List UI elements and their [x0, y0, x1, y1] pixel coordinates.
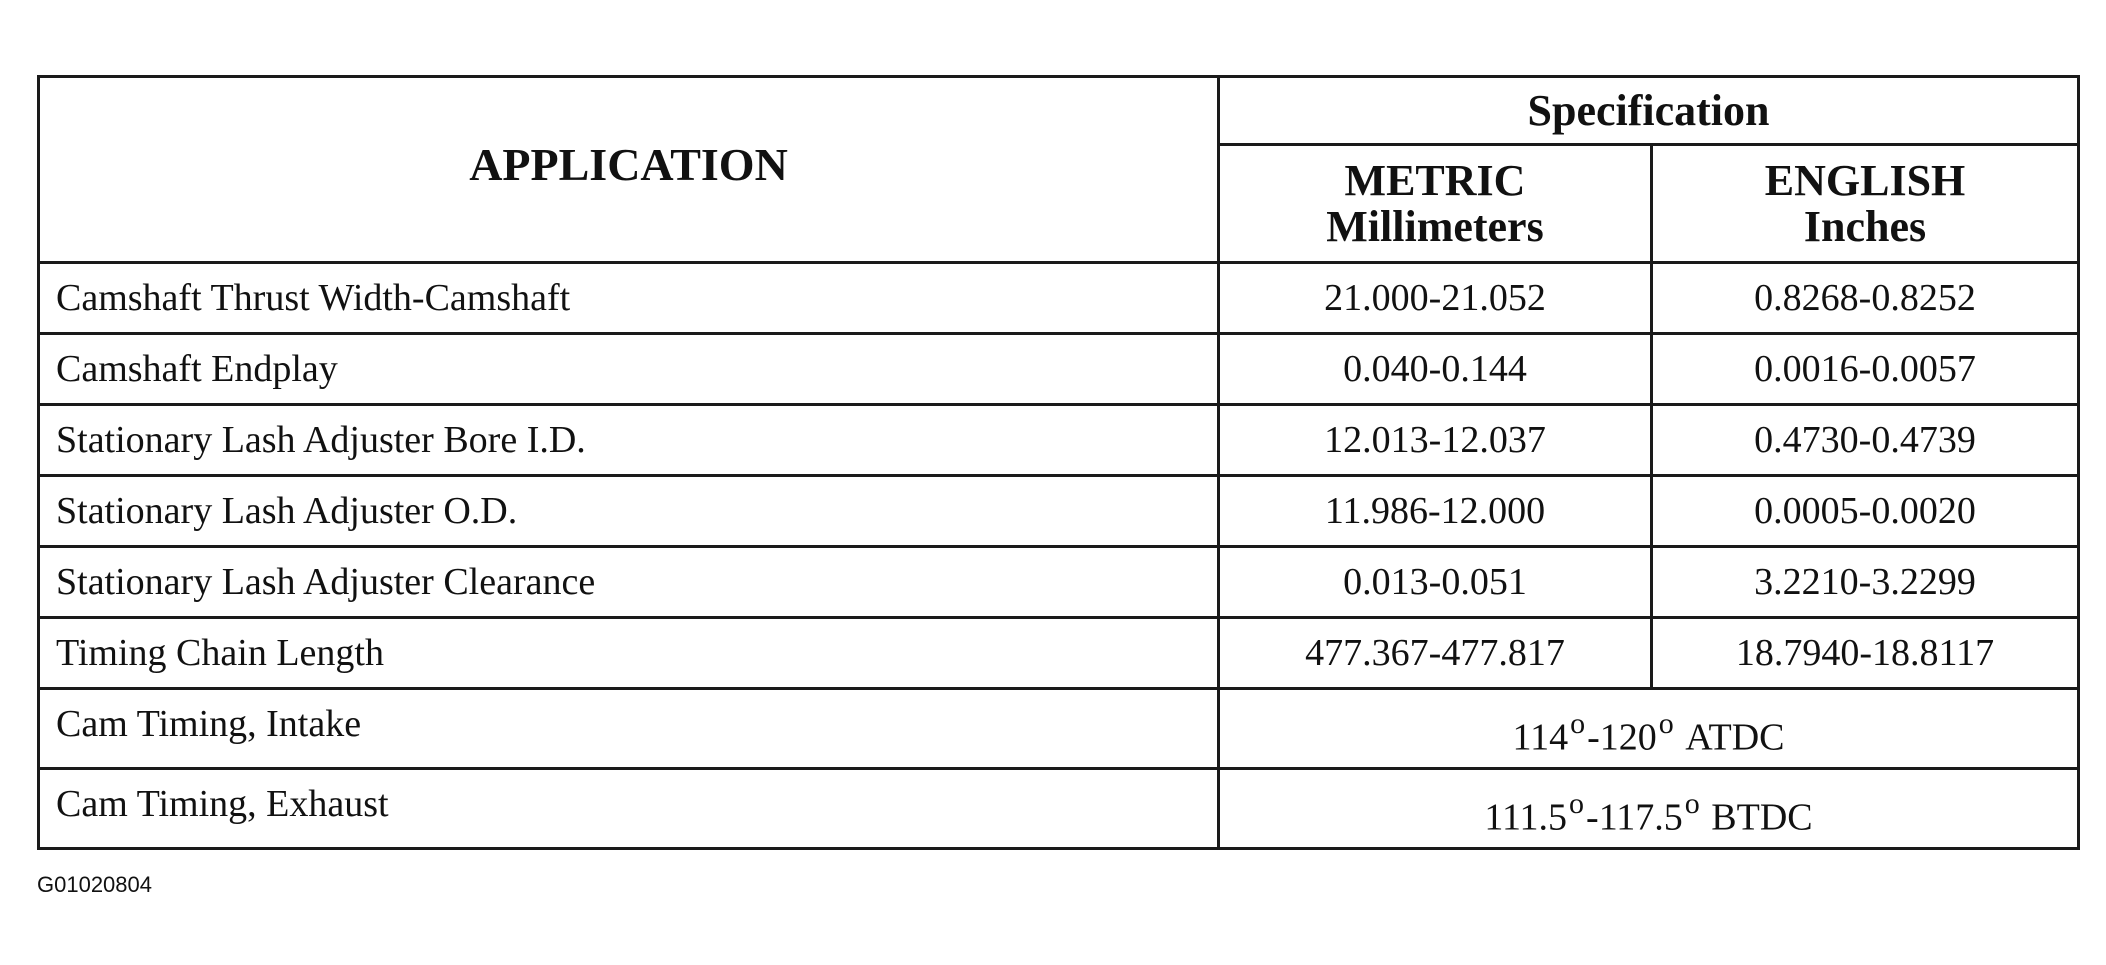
timing-to: -120 — [1587, 716, 1657, 759]
application-cell: Stationary Lash Adjuster Clearance — [39, 547, 1219, 618]
english-cell: 0.4730-0.4739 — [1652, 405, 2079, 476]
metric-cell: 0.040-0.144 — [1219, 334, 1652, 405]
metric-header-title: METRIC — [1344, 155, 1526, 205]
application-cell: Camshaft Thrust Width-Camshaft — [39, 263, 1219, 334]
english-header-title: ENGLISH — [1764, 155, 1966, 205]
english-cell: 0.0016-0.0057 — [1652, 334, 2079, 405]
metric-header — [1219, 145, 1652, 263]
cam-timing-exhaust-cell — [1219, 769, 2079, 849]
metric-cell: 477.367-477.817 — [1219, 618, 1652, 689]
table-row — [39, 405, 2079, 476]
metric-cell: 12.013-12.037 — [1219, 405, 1652, 476]
specification-header: Specification — [1219, 77, 2079, 145]
metric-cell: 0.013-0.051 — [1219, 547, 1652, 618]
header-row-1 — [39, 77, 2079, 145]
cam-timing-intake-cell — [1219, 689, 2079, 769]
timing-suffix: BTDC — [1711, 796, 1813, 839]
degree-icon: o — [1684, 787, 1700, 821]
application-cell: Timing Chain Length — [39, 618, 1219, 689]
table-row — [39, 334, 2079, 405]
metric-cell: 21.000-21.052 — [1219, 263, 1652, 334]
application-cell: Stationary Lash Adjuster Bore I.D. — [39, 405, 1219, 476]
application-cell: Cam Timing, Exhaust — [39, 769, 1219, 849]
degree-icon: o — [1569, 787, 1585, 821]
table-row — [39, 476, 2079, 547]
application-cell: Stationary Lash Adjuster O.D. — [39, 476, 1219, 547]
application-header: APPLICATION — [39, 77, 1219, 263]
english-cell: 3.2210-3.2299 — [1652, 547, 2079, 618]
table-row — [39, 618, 2079, 689]
english-cell: 0.8268-0.8252 — [1652, 263, 2079, 334]
timing-to: -117.5 — [1586, 796, 1683, 839]
degree-icon: o — [1570, 707, 1586, 741]
degree-icon: o — [1658, 707, 1674, 741]
specification-table — [37, 75, 2080, 850]
metric-cell: 11.986-12.000 — [1219, 476, 1652, 547]
english-header — [1652, 145, 2079, 263]
timing-from: 114 — [1512, 716, 1569, 759]
english-cell: 0.0005-0.0020 — [1652, 476, 2079, 547]
metric-header-unit: Millimeters — [1326, 201, 1544, 251]
timing-from: 111.5 — [1484, 796, 1568, 839]
application-cell: Camshaft Endplay — [39, 334, 1219, 405]
timing-suffix: ATDC — [1685, 716, 1785, 759]
english-header-unit: Inches — [1803, 201, 1927, 251]
table-row — [39, 689, 2079, 769]
table-row — [39, 547, 2079, 618]
table-row — [39, 263, 2079, 334]
application-cell: Cam Timing, Intake — [39, 689, 1219, 769]
table-row — [39, 769, 2079, 849]
english-cell: 18.7940-18.8117 — [1652, 618, 2079, 689]
figure-code: G01020804 — [37, 872, 152, 897]
